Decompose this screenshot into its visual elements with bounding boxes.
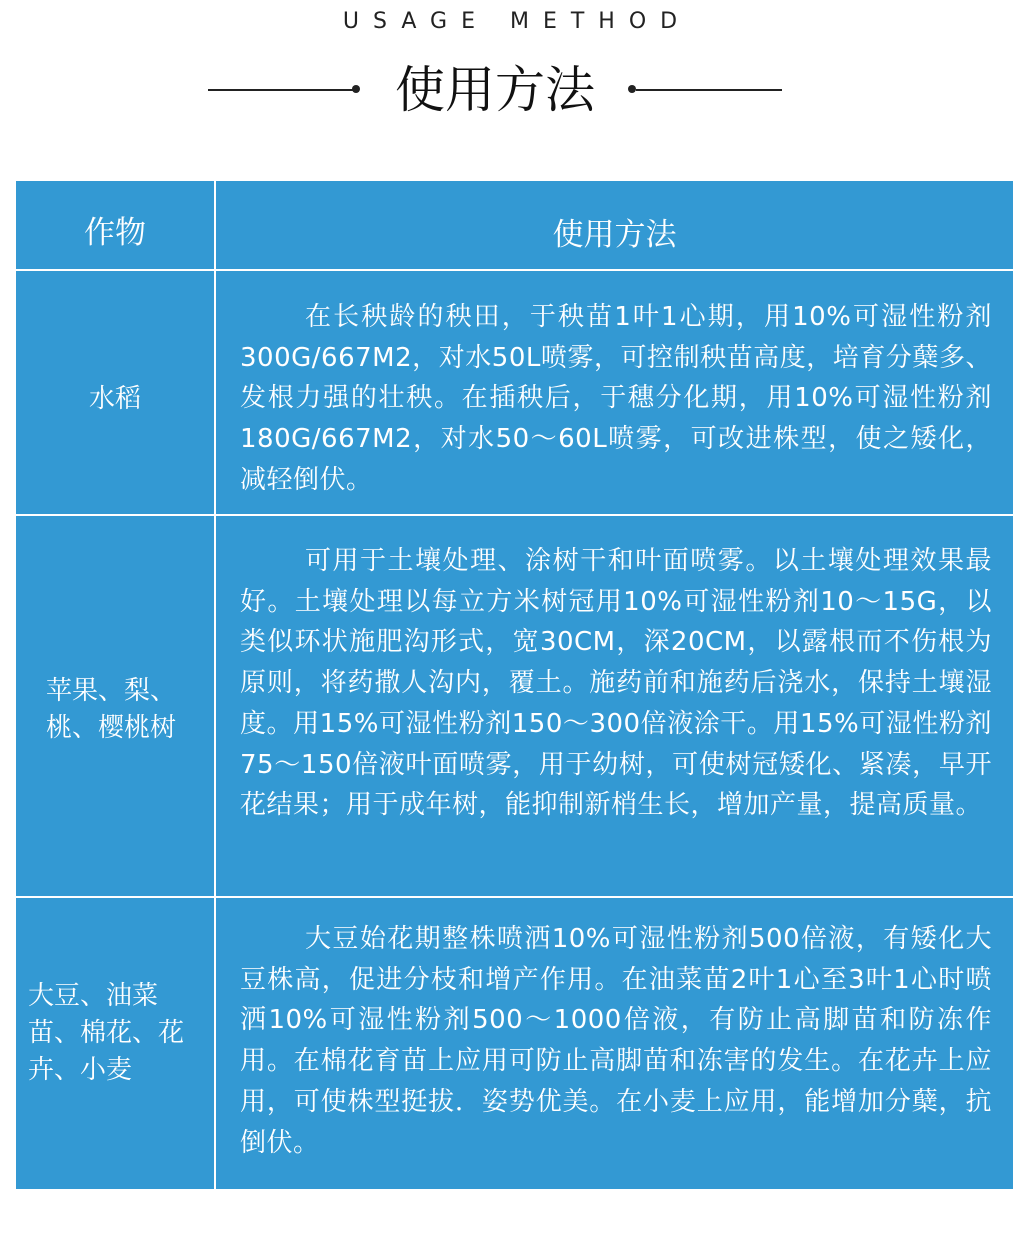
usage-table	[16, 181, 1013, 1189]
column-divider	[214, 181, 216, 1189]
title-left-dot	[352, 85, 360, 93]
column-header-method: 使用方法	[552, 217, 677, 253]
section-title: 使用方法	[395, 61, 595, 119]
section-header	[0, 0, 1020, 170]
row-divider	[16, 896, 1013, 898]
section-subtitle: USAGE METHOD	[342, 9, 692, 34]
table-row-method: 大豆始花期整株喷洒10%可湿性粉剂500倍液，有矮化大豆株高，促进分枝和增产作用。在油菜苗2叶1心至3叶1心时喷洒10%可湿性粉剂500～1000倍液，有防止高脚苗和防冻作用。在棉花育苗上应用可防止高脚苗和冻害的发生。在花卉上应用，可使株型挺拔．姿势优美。在小麦上应用，能增加分蘖，抗倒伏。	[240, 924, 992, 1158]
title-right-dot	[628, 85, 636, 93]
title-right-line	[636, 89, 782, 91]
table-row-crop: 苹果、梨、桃、樱桃树	[46, 676, 177, 743]
header-row-divider	[16, 269, 1013, 271]
row-divider	[16, 514, 1013, 516]
table-row-method: 在长秧龄的秧田，于秧苗1叶1心期，用10%可湿性粉剂300G/667M2，对水50L喷雾，可控制秧苗高度，培育分蘖多、发根力强的壮秧。在插秧后，于穗分化期，用10%可湿性粉剂180G/667M2，对水50～60L喷雾，可改进株型，使之矮化，减轻倒伏。	[240, 302, 992, 495]
column-header-crop: 作物	[84, 215, 146, 251]
table-row-method: 可用于土壤处理、涂树干和叶面喷雾。以土壤处理效果最好。土壤处理以每立方米树冠用10%可湿性粉剂10～15G，以类似环状施肥沟形式，宽30CM，深20CM，以露根而不伤根为原则，将药撒人沟内，覆土。施药前和施药后浇水，保持土壤湿度。用15%可湿性粉剂150～300倍液涂干。用15%可湿性粉剂75～150倍液叶面喷雾，用于幼树，可使树冠矮化、紧凑，早开花结果；用于成年树，能抑制新梢生长，增加产量，提高质量。	[240, 546, 992, 821]
table-row-crop: 大豆、油菜苗、棉花、花卉、小麦	[28, 981, 185, 1085]
section-title-row	[0, 60, 1020, 120]
table-row-crop: 水稻	[88, 384, 141, 414]
title-left-line	[208, 89, 354, 91]
